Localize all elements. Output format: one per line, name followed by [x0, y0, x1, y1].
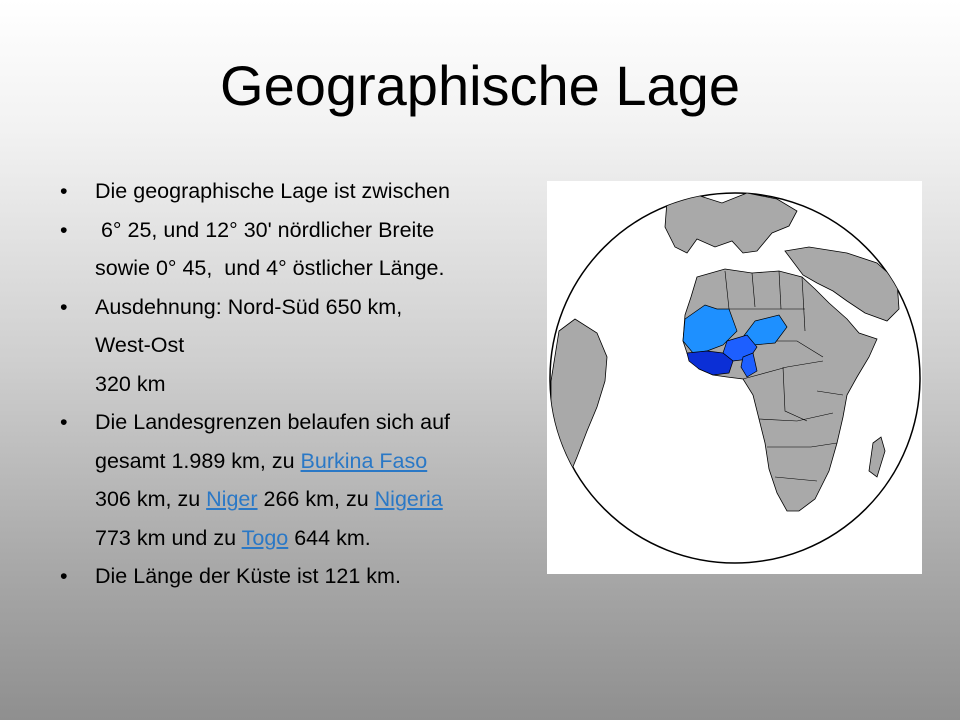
bullet-text: 6° 25, und 12° 30' nördlicher Breite	[95, 217, 435, 242]
link-niger[interactable]: Niger	[206, 487, 258, 511]
bullet-list	[58, 172, 558, 596]
bullet-text: sowie 0° 45, und 4° östlicher Länge.	[95, 256, 445, 280]
bullet-continuation	[58, 442, 558, 481]
text-fragment: 306 km, zu	[95, 487, 207, 511]
text-fragment: gesamt 1.989 km, zu	[95, 448, 301, 473]
text-fragment: 773 km und zu	[95, 525, 242, 550]
bullet-dot: •	[60, 217, 68, 242]
bullet-line	[58, 288, 558, 327]
bullet-dot: •	[60, 294, 68, 319]
bullet-continuation	[58, 326, 558, 365]
bullet-dot: •	[60, 564, 68, 588]
text-fragment: 644 km.	[288, 525, 371, 550]
globe-map-image	[547, 181, 922, 574]
bullet-text-with-link	[95, 442, 427, 481]
bullet-continuation	[58, 480, 558, 519]
bullet-continuation	[58, 249, 558, 288]
text-fragment: 266 km, zu	[257, 487, 375, 511]
bullet-continuation	[58, 365, 558, 404]
link-burkina-faso[interactable]: Burkina Faso	[300, 448, 428, 473]
bullet-line	[58, 557, 558, 596]
globe-map-graphic	[547, 181, 922, 574]
bullet-text: Die Länge der Küste ist 121 km.	[95, 564, 401, 588]
link-togo[interactable]: Togo	[241, 525, 289, 550]
bullet-line	[58, 211, 558, 250]
bullet-text-with-link	[95, 519, 371, 558]
bullet-line	[58, 403, 558, 442]
bullet-text: Die Landesgrenzen belaufen sich auf	[95, 410, 451, 434]
bullet-text: West-Ost	[95, 333, 185, 357]
bullet-text: 320 km	[95, 371, 166, 396]
bullet-text-with-link	[95, 480, 443, 519]
bullet-dot: •	[60, 179, 68, 203]
bullet-text: Ausdehnung: Nord-Süd 650 km,	[95, 294, 403, 319]
bullet-line	[58, 172, 558, 211]
bullet-dot: •	[60, 410, 68, 434]
slide-title: Geographische Lage	[220, 54, 740, 117]
link-nigeria[interactable]: Nigeria	[374, 487, 443, 511]
greenland-shape	[627, 189, 657, 207]
bullet-continuation	[58, 519, 558, 558]
bullet-text: Die geographische Lage ist zwischen	[95, 179, 450, 203]
